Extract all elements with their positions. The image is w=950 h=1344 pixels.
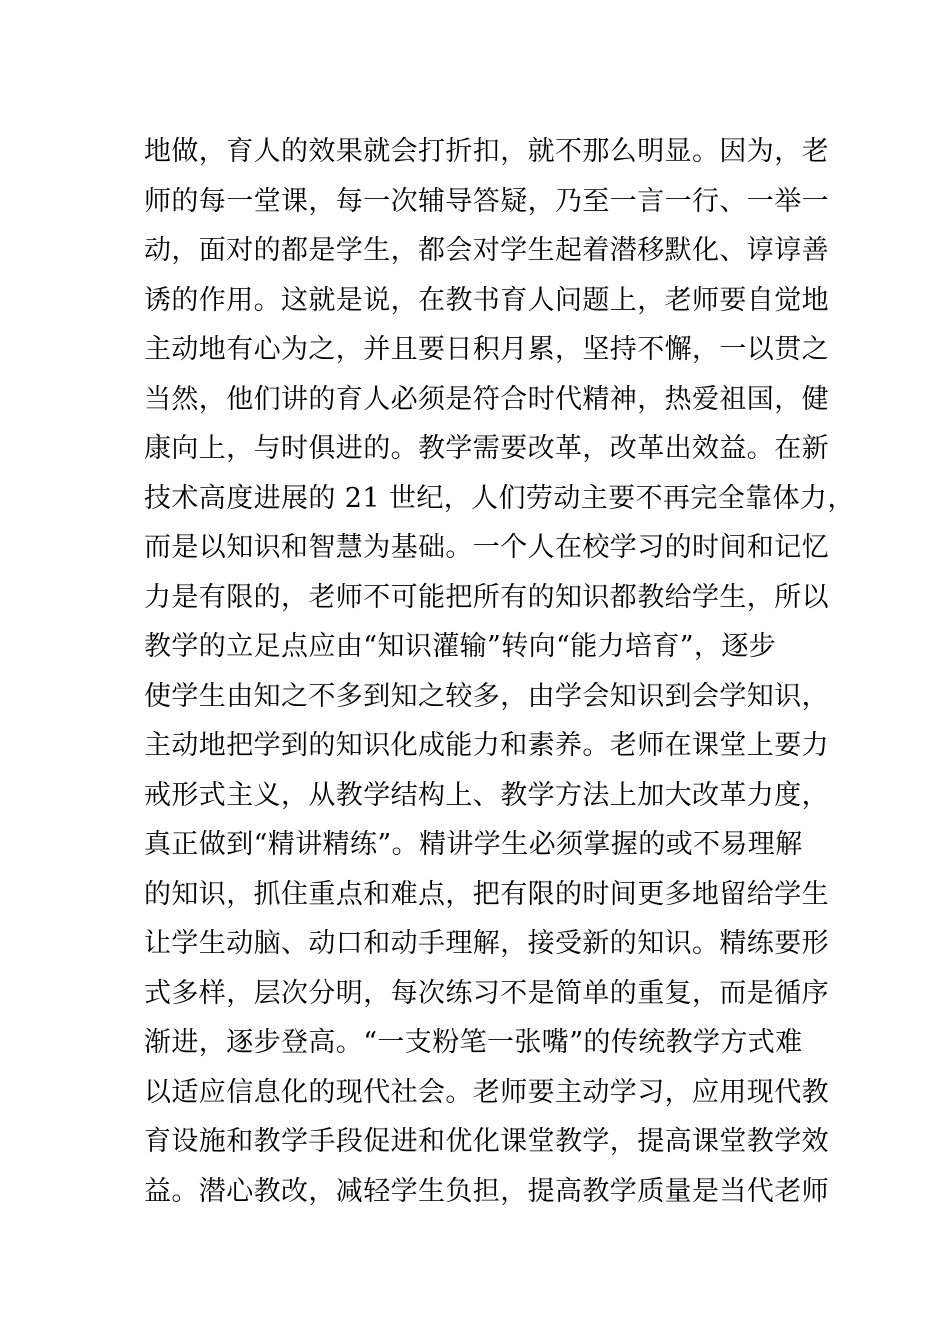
text-line: 让学生动脑、动口和动手理解，接受新的知识。精练要形	[144, 928, 829, 959]
text-line: 主动地有心为之，并且要日积月累，坚持不懈，一以贯之	[144, 334, 829, 365]
text-line: 戒形式主义，从教学结构上、教学方法上加大改革力度，	[144, 779, 829, 811]
text-line: 师的每一堂课，每一次辅导答疑，乃至一言一行、一举一	[144, 185, 829, 217]
text-line: 技术高度进展的 21 世纪，人们劳动主要不再完全靠体力，	[144, 482, 855, 514]
text-line: 益。潜心教改，减轻学生负担，提高教学质量是当代老师	[144, 1175, 829, 1207]
text-line: 康向上，与时俱进的。教学需要改革，改革出效益。在新	[144, 433, 829, 464]
text-line: 真正做到“精讲精练”。精讲学生必须掌握的或不易理解	[144, 829, 803, 860]
text-line: 以适应信息化的现代社会。老师要主动学习，应用现代教	[144, 1076, 829, 1108]
text-line: 主动地把学到的知识化成能力和素养。老师在课堂上要力	[144, 730, 829, 761]
text-line: 力是有限的，老师不可能把所有的知识都教给学生，所以	[144, 581, 829, 613]
text-line: 而是以知识和智慧为基础。一个人在校学习的时间和记忆	[144, 532, 829, 563]
text-line: 育设施和教学手段促进和优化课堂教学，提高课堂教学效	[144, 1126, 829, 1157]
text-line: 诱的作用。这就是说，在教书育人问题上，老师要自觉地	[144, 284, 829, 316]
text-line: 地做，育人的效果就会打折扣，就不那么明显。因为，老	[144, 136, 829, 167]
text-line: 使学生由知之不多到知之较多，由学会知识到会学知识，	[144, 680, 829, 712]
text-line: 教学的立足点应由“知识灌输”转向“能力培育”，逐步	[144, 631, 777, 662]
text-line: 当然，他们讲的育人必须是符合时代精神，热爱祖国，健	[144, 383, 829, 415]
text-line: 式多样，层次分明，每次练习不是简单的重复，而是循序	[144, 977, 829, 1009]
text-line: 的知识，抓住重点和难点，把有限的时间更多地留给学生	[144, 878, 829, 910]
text-line: 渐进，逐步登高。“一支粉笔一张嘴”的传统教学方式难	[144, 1027, 803, 1058]
text-line: 动，面对的都是学生，都会对学生起着潜移默化、谆谆善	[144, 235, 829, 266]
body-text	[144, 127, 855, 1216]
